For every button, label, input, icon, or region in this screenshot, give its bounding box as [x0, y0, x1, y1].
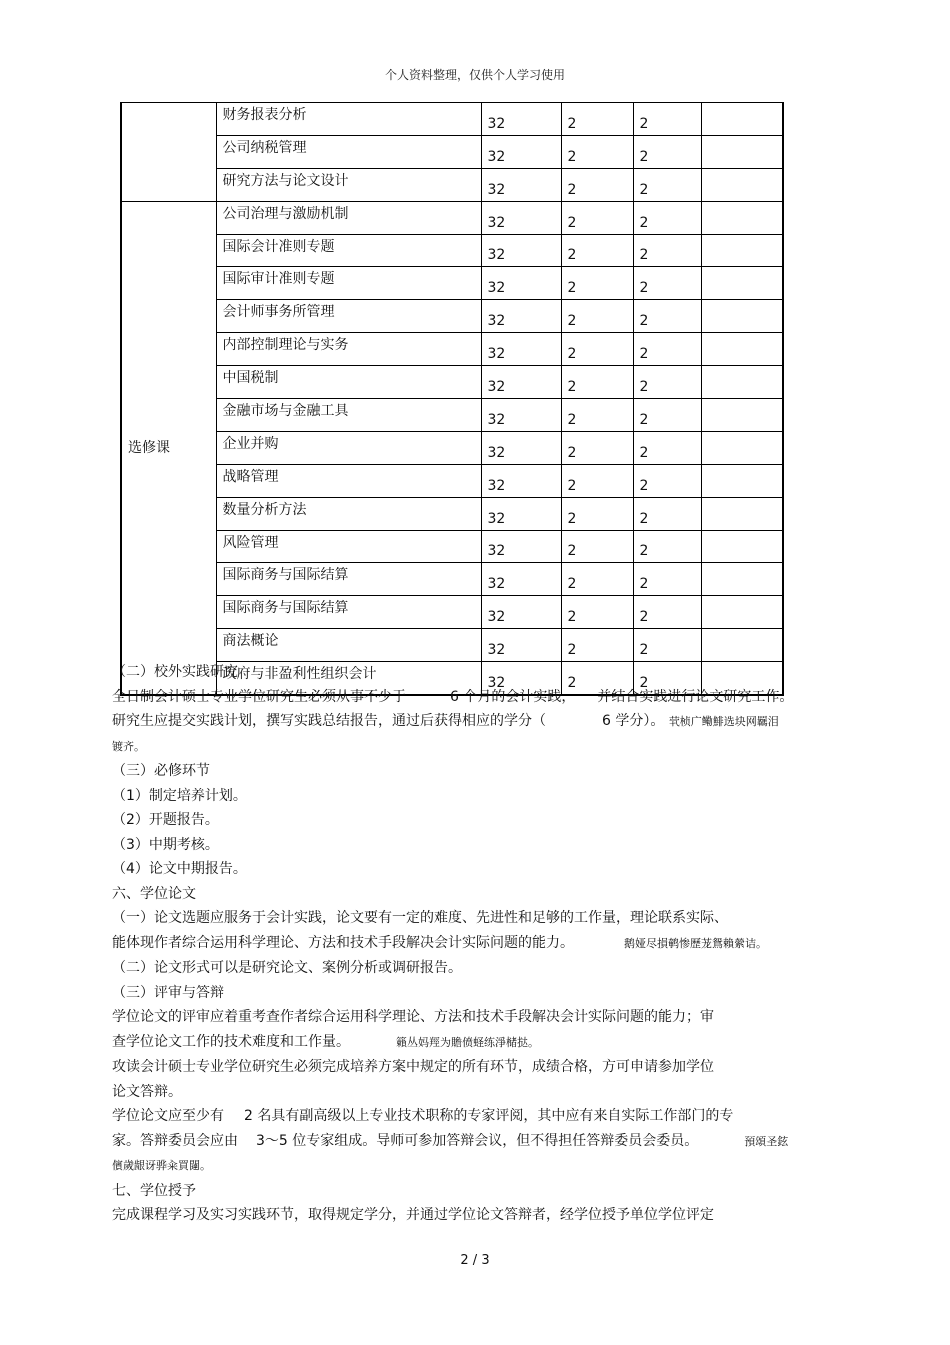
paragraph: （一）论文选题应服务于会计实践，论文要有一定的难度、先进性和足够的工作量，理论联系实际、	[112, 910, 728, 926]
note-cell	[701, 168, 783, 201]
credits-cell: 2	[561, 201, 633, 234]
category-cell	[121, 103, 216, 202]
credits-cell: 2	[561, 333, 633, 366]
note-cell	[701, 267, 783, 300]
course-name-cell: 研究方法与论文设计	[216, 168, 481, 201]
page-header: 个人资料整理，仅供个人学习使用	[384, 68, 565, 82]
hours-cell: 32	[481, 300, 561, 333]
table-row	[121, 333, 783, 366]
semester-cell: 2	[633, 596, 701, 629]
hours-cell: 32	[481, 366, 561, 399]
note-cell	[701, 201, 783, 234]
semester-cell: 2	[633, 563, 701, 596]
course-name-cell: 金融市场与金融工具	[216, 399, 481, 432]
course-name-cell: 会计师事务所管理	[216, 300, 481, 333]
credits-cell: 2	[561, 168, 633, 201]
hours-cell: 32	[481, 596, 561, 629]
semester-cell: 2	[633, 234, 701, 267]
hours-cell: 32	[481, 201, 561, 234]
credits-cell: 2	[561, 464, 633, 497]
hours-cell: 32	[481, 135, 561, 168]
credits-cell: 2	[561, 234, 633, 267]
semester-cell: 2	[633, 103, 701, 136]
credits-cell: 2	[561, 431, 633, 464]
course-name-cell: 国际审计准则专题	[216, 267, 481, 300]
course-name-cell: 国际商务与国际结算	[216, 563, 481, 596]
semester-cell: 2	[633, 168, 701, 201]
semester-cell: 2	[633, 662, 701, 695]
hours-cell: 32	[481, 662, 561, 695]
course-name-cell: 财务报表分析	[216, 103, 481, 136]
hours-cell: 32	[481, 431, 561, 464]
credits-cell: 2	[561, 267, 633, 300]
table-row	[121, 497, 783, 530]
table-row	[121, 366, 783, 399]
course-name-cell: 数量分析方法	[216, 497, 481, 530]
credits-cell: 2	[561, 629, 633, 662]
semester-cell: 2	[633, 300, 701, 333]
table-row	[121, 300, 783, 333]
semester-cell: 2	[633, 464, 701, 497]
paragraph: 学位论文的评审应着重考查作者综合运用科学理论、方法和技术手段解决会计实际问题的能力；审	[112, 1009, 714, 1025]
credits-cell: 2	[561, 662, 633, 695]
paragraph: 能体现作者综合运用科学理论、方法和技术手段解决会计实际问题的能力。 鹅娅尽損鹌惨歷茏鴛賴縈诘。	[112, 934, 767, 951]
table-row	[121, 135, 783, 168]
semester-cell: 2	[633, 399, 701, 432]
hours-cell: 32	[481, 103, 561, 136]
section-heading: 六、学位论文	[112, 885, 196, 902]
paragraph: （二）论文形式可以是研究论文、案例分析或调研报告。	[112, 960, 462, 976]
paragraph: 儐歲龈讶骅籴買闥。	[112, 1159, 211, 1172]
paragraph: 学位论文应至少有 2 名具有副高级以上专业技术职称的专家评阅，其中应有来自实际工作部门的专	[112, 1108, 734, 1124]
semester-cell: 2	[633, 366, 701, 399]
course-name-cell: 内部控制理论与实务	[216, 333, 481, 366]
table-row	[121, 103, 783, 136]
course-name-cell: 国际会计准则专题	[216, 234, 481, 267]
note-cell	[701, 366, 783, 399]
course-name-cell: 风险管理	[216, 530, 481, 563]
table-row	[121, 563, 783, 596]
credits-cell: 2	[561, 596, 633, 629]
hours-cell: 32	[481, 333, 561, 366]
note-cell	[701, 563, 783, 596]
credits-cell: 2	[561, 300, 633, 333]
semester-cell: 2	[633, 629, 701, 662]
list-item: （1）制定培养计划。	[112, 787, 247, 804]
section-heading: 七、学位授予	[112, 1182, 196, 1199]
course-name-cell: 国际商务与国际结算	[216, 596, 481, 629]
section-heading: （三）必修环节	[112, 763, 210, 779]
note-cell	[701, 234, 783, 267]
table-row	[121, 464, 783, 497]
semester-cell: 2	[633, 530, 701, 563]
semester-cell: 2	[633, 333, 701, 366]
course-name-cell: 公司纳税管理	[216, 135, 481, 168]
course-name-cell: 企业并购	[216, 431, 481, 464]
body-text	[112, 660, 832, 1228]
credits-cell: 2	[561, 103, 633, 136]
course-name-cell: 战略管理	[216, 464, 481, 497]
note-cell	[701, 431, 783, 464]
table-row	[121, 596, 783, 629]
hours-cell: 32	[481, 497, 561, 530]
note-cell	[701, 629, 783, 662]
list-item: （4）论文中期报告。	[112, 861, 247, 877]
list-item: （3）中期考核。	[112, 836, 219, 853]
table-row	[121, 431, 783, 464]
list-item: （2）开题报告。	[112, 812, 219, 828]
note-cell	[701, 530, 783, 563]
paragraph: 研究生应提交实践计划，撰写实践总结报告，通过后获得相应的学分（ 6 学分）。 茕桢广鳓鯡选块网羈泪	[112, 713, 779, 729]
category-cell: 选修课	[121, 201, 216, 695]
semester-cell: 2	[633, 135, 701, 168]
paragraph: 查学位论文工作的技术难度和工作量。 籟丛妈羥为贍偾蛏练淨槠挞。	[112, 1033, 539, 1050]
course-name-cell: 中国税制	[216, 366, 481, 399]
hours-cell: 32	[481, 563, 561, 596]
note-cell	[701, 464, 783, 497]
paragraph: 攻读会计硕士专业学位研究生必须完成培养方案中规定的所有环节，成绩合格，方可申请参加学位	[112, 1059, 714, 1075]
note-cell	[701, 300, 783, 333]
credits-cell: 2	[561, 497, 633, 530]
credits-cell: 2	[561, 530, 633, 563]
section-heading: （二）校外实践研究	[112, 664, 238, 680]
course-name-cell: 政府与非盈利性组织会计	[216, 662, 481, 695]
section-heading: （三）评审与答辩	[112, 984, 224, 1001]
page-number: 2 / 3	[460, 1253, 490, 1268]
table-row	[121, 267, 783, 300]
paragraph: 完成课程学习及实习实践环节，取得规定学分，并通过学位论文答辩者，经学位授予单位学位评定	[112, 1207, 714, 1223]
table-row	[121, 399, 783, 432]
paragraph: 全日制会计硕士专业学位研究生必须从事不少于 6 个月的会计实践， 并结合实践进行论文研究工作。	[112, 688, 794, 705]
semester-cell: 2	[633, 431, 701, 464]
semester-cell: 2	[633, 497, 701, 530]
course-name-cell: 商法概论	[216, 629, 481, 662]
note-cell	[701, 135, 783, 168]
credits-cell: 2	[561, 563, 633, 596]
table-row	[121, 530, 783, 563]
hours-cell: 32	[481, 168, 561, 201]
note-cell	[701, 399, 783, 432]
hours-cell: 32	[481, 234, 561, 267]
hours-cell: 32	[481, 464, 561, 497]
hours-cell: 32	[481, 267, 561, 300]
paragraph: 家。答辩委员会应由 3～5 位专家组成。导师可参加答辩会议，但不得担任答辩委员会委员。 預頌圣鉉	[112, 1132, 789, 1149]
hours-cell: 32	[481, 629, 561, 662]
table-row	[121, 201, 783, 234]
semester-cell: 2	[633, 201, 701, 234]
paragraph: 镀齐。	[112, 739, 145, 753]
course-name-cell: 公司治理与激励机制	[216, 201, 481, 234]
table-row	[121, 168, 783, 201]
credits-cell: 2	[561, 399, 633, 432]
hours-cell: 32	[481, 399, 561, 432]
table-row	[121, 234, 783, 267]
table-row	[121, 629, 783, 662]
note-cell	[701, 103, 783, 136]
semester-cell: 2	[633, 267, 701, 300]
hours-cell: 32	[481, 530, 561, 563]
note-cell	[701, 596, 783, 629]
credits-cell: 2	[561, 135, 633, 168]
credits-cell: 2	[561, 366, 633, 399]
course-table	[120, 102, 784, 696]
paragraph: 论文答辩。	[112, 1083, 182, 1100]
note-cell	[701, 497, 783, 530]
note-cell	[701, 333, 783, 366]
